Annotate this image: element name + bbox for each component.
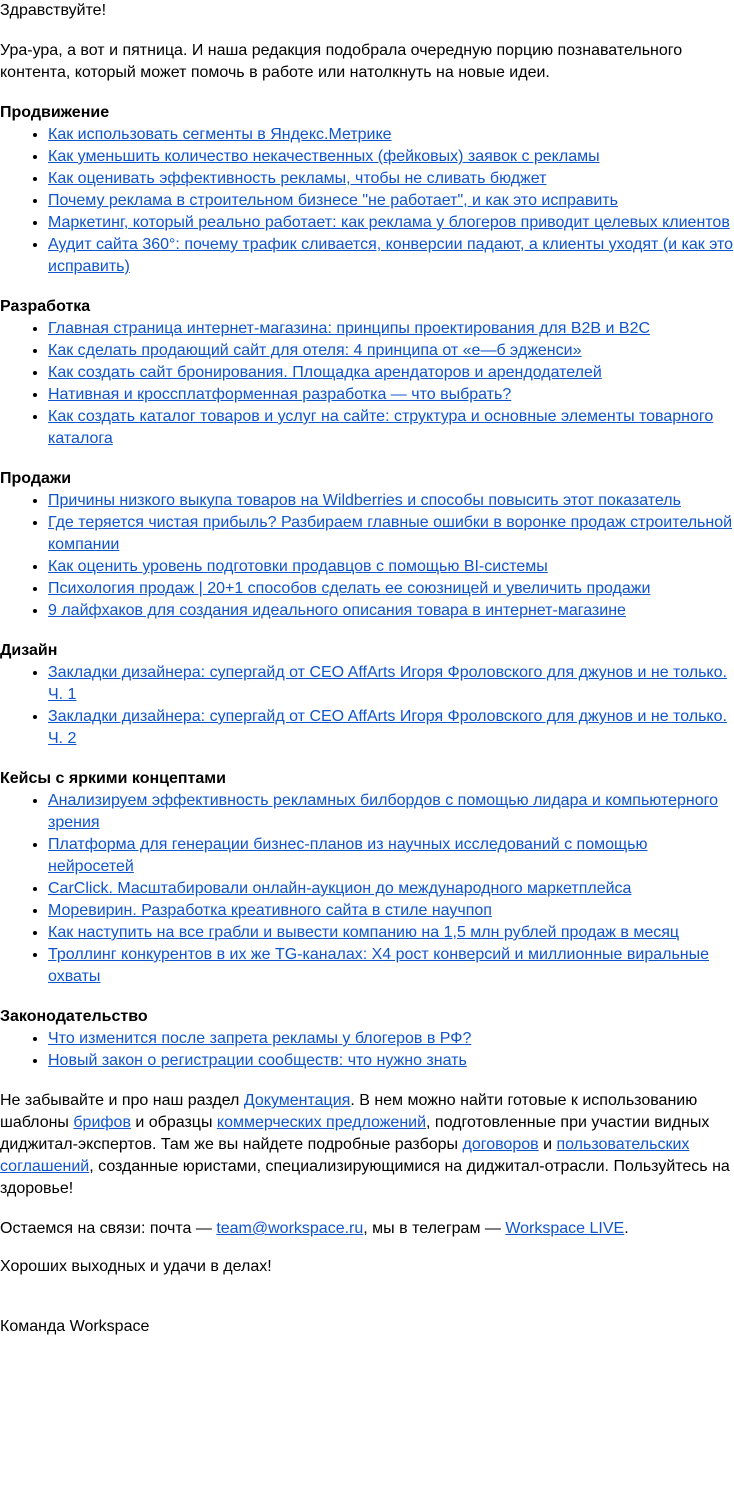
article-link[interactable]: Причины низкого выкупа товаров на Wildberries и способы повысить этот показатель — [48, 492, 681, 509]
article-link[interactable]: CarClick. Масштабировали онлайн-аукцион до международного маркетплейса — [48, 880, 632, 897]
list-item — [48, 706, 734, 750]
list-item — [48, 578, 734, 600]
article-link[interactable]: Как сделать продающий сайт для отеля: 4 принципа от «е—б эдженси» — [48, 342, 582, 359]
greeting: Здравствуйте! — [0, 2, 107, 19]
section-design — [0, 640, 734, 750]
section-cases — [0, 768, 734, 988]
article-link[interactable]: Почему реклама в строительном бизнесе "не работает", и как это исправить — [48, 192, 618, 209]
link-list — [0, 790, 734, 988]
list-item — [48, 340, 734, 362]
article-link[interactable]: Как использовать сегменты в Яндекс.Метрике — [48, 126, 392, 143]
article-link[interactable]: Где теряется чистая прибыль? Разбираем главные ошибки в воронке продаж строительной компании — [48, 514, 733, 553]
article-link[interactable]: Анализируем эффективность рекламных билбордов с помощью лидара и компьютерного зрения — [48, 792, 718, 831]
docs-text: Не забывайте и про наш раздел — [0, 1092, 244, 1109]
section-title: Продвижение — [0, 104, 110, 121]
link-list — [0, 124, 734, 278]
list-item — [48, 384, 734, 406]
list-item — [48, 556, 734, 578]
article-link[interactable]: Маркетинг, который реально работает: как реклама у блогеров приводит целевых клиентов — [48, 214, 730, 231]
article-link[interactable]: Как уменьшить количество некачественных (фейковых) заявок с рекламы — [48, 148, 600, 165]
link-list — [0, 662, 734, 750]
list-item — [48, 362, 734, 384]
list-item — [48, 662, 734, 706]
article-link[interactable]: Новый закон о регистрации сообществ: что нужно знать — [48, 1052, 467, 1069]
section-title: Дизайн — [0, 642, 58, 659]
list-item — [48, 1050, 734, 1072]
list-item — [48, 834, 734, 878]
article-link[interactable]: Как создать сайт бронирования. Площадка арендаторов и арендодателей — [48, 364, 602, 381]
section-title: Продажи — [0, 470, 72, 487]
article-link[interactable]: Нативная и кроссплатформенная разработка — что выбрать? — [48, 386, 512, 403]
article-link[interactable]: Моревирин. Разработка креативного сайта в стиле научпоп — [48, 902, 492, 919]
link-list — [0, 318, 734, 450]
list-item — [48, 146, 734, 168]
link-list — [0, 1028, 734, 1072]
farewell-text: Хороших выходных и удачи в делах! — [0, 1258, 272, 1275]
docs-text: . В нем можно найти готовые к использованию шаблоны — [0, 1092, 698, 1131]
email-link[interactable]: team@workspace.ru — [216, 1220, 364, 1237]
docs-link[interactable]: Документация — [243, 1092, 351, 1109]
docs-text: и — [538, 1136, 557, 1153]
list-item — [48, 600, 734, 622]
list-item — [48, 234, 734, 278]
article-link[interactable]: Закладки дизайнера: супергайд от CEO AffArts Игоря Фроловского для джунов и не только. Ч. 2 — [48, 708, 727, 747]
list-item — [48, 318, 734, 340]
contacts-text: , мы в телеграм — — [363, 1220, 506, 1237]
list-item — [48, 878, 734, 900]
list-item — [48, 190, 734, 212]
list-item — [48, 900, 734, 922]
docs-paragraph — [0, 1090, 734, 1200]
agreements-link[interactable]: пользовательских соглашений — [0, 1136, 690, 1175]
section-promotion — [0, 102, 734, 278]
section-title: Законодательство — [0, 1008, 148, 1025]
list-item — [48, 212, 734, 234]
list-item — [48, 944, 734, 988]
list-item — [48, 790, 734, 834]
list-item — [48, 490, 734, 512]
telegram-link[interactable]: Workspace LIVE — [505, 1220, 625, 1237]
article-link[interactable]: Закладки дизайнера: супергайд от CEO AffArts Игоря Фроловского для джунов и не только. Ч. 1 — [48, 664, 727, 703]
article-link[interactable]: Троллинг конкурентов в их же TG-каналах: Х4 рост конверсий и миллионные виральные охваты — [48, 946, 710, 985]
article-link[interactable]: Аудит сайта 360°: почему трафик сливается, конверсии падают, а клиенты уходят (и как это исправить) — [48, 236, 734, 275]
article-link[interactable]: Платформа для генерации бизнес-планов из научных исследований с помощью нейросетей — [48, 836, 648, 875]
docs-text: и образцы — [130, 1114, 217, 1131]
list-item — [48, 922, 734, 944]
docs-text: , созданные юристами, специализирующимися на диджитал-отрасли. Пользуйтесь на здоровье! — [0, 1158, 730, 1197]
article-link[interactable]: Главная страница интернет-магазина: принципы проектирования для B2B и B2C — [48, 320, 651, 337]
contacts-text: Остаемся на связи: почта — — [0, 1220, 217, 1237]
article-link[interactable]: Как наступить на все грабли и вывести компанию на 1,5 млн рублей продаж в месяц — [48, 924, 680, 941]
section-development — [0, 296, 734, 450]
article-link[interactable]: Что изменится после запрета рекламы у блогеров в РФ? — [48, 1030, 472, 1047]
contracts-link[interactable]: договоров — [462, 1136, 539, 1153]
contacts-text: . — [624, 1220, 629, 1237]
docs-text: , подготовленные при участии видных диджитал-экспертов. Там же вы найдете подробные разборы — [0, 1114, 710, 1153]
section-legislation — [0, 1006, 734, 1072]
intro-text: Ура-ура, а вот и пятница. И наша редакция подобрала очередную порцию познавательного контента, который может помочь в работе или натолкнуть на новые идеи. — [0, 42, 683, 81]
section-sales — [0, 468, 734, 622]
section-title: Разработка — [0, 298, 91, 315]
article-link[interactable]: Психология продаж | 20+1 способов сделать ее союзницей и увеличить продажи — [48, 580, 651, 597]
article-link[interactable]: Как оценивать эффективность рекламы, чтобы не сливать бюджет — [48, 170, 547, 187]
link-list — [0, 490, 734, 622]
section-title: Кейсы с яркими концептами — [0, 770, 226, 787]
list-item — [48, 168, 734, 190]
article-link[interactable]: Как создать каталог товаров и услуг на сайте: структура и основные элементы товарного каталога — [48, 408, 714, 447]
signature: Команда Workspace — [0, 1318, 150, 1335]
contacts-paragraph — [0, 1218, 734, 1240]
article-link[interactable]: 9 лайфхаков для создания идеального описания товара в интернет-магазине — [48, 602, 626, 619]
offers-link[interactable]: коммерческих предложений — [216, 1114, 427, 1131]
briefs-link[interactable]: брифов — [73, 1114, 131, 1131]
article-link[interactable]: Как оценить уровень подготовки продавцов с помощью BI-системы — [48, 558, 548, 575]
list-item — [48, 124, 734, 146]
list-item — [48, 512, 734, 556]
list-item — [48, 406, 734, 450]
list-item — [48, 1028, 734, 1050]
